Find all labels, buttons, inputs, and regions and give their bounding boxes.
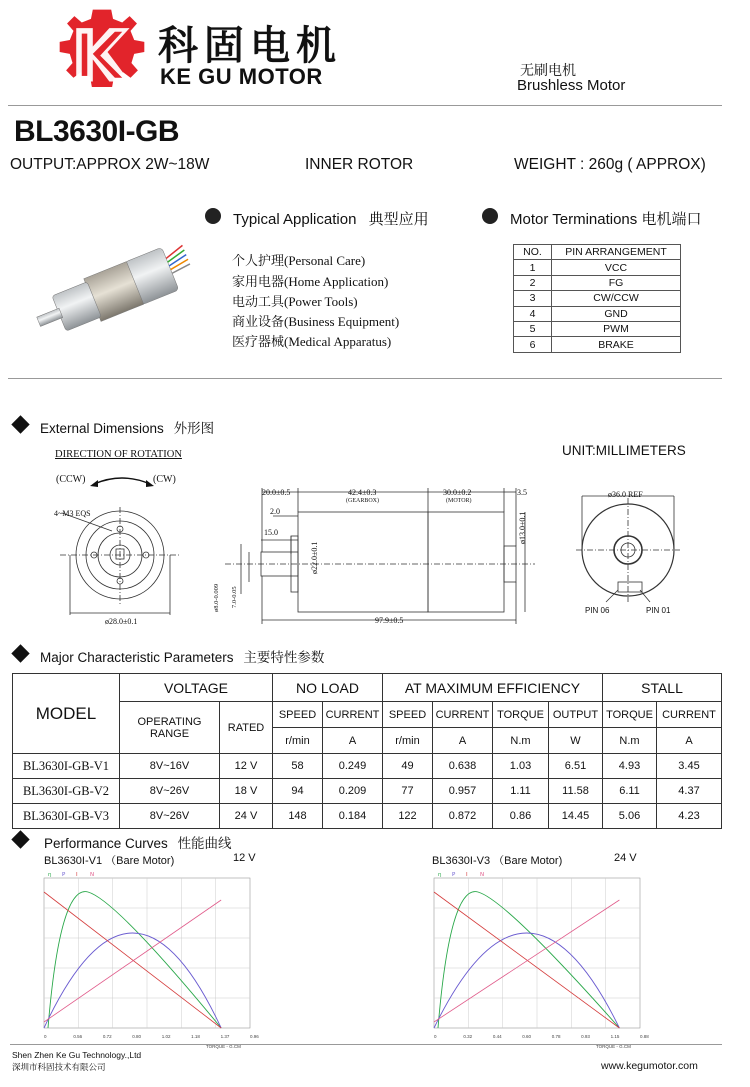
cell: 94 — [273, 779, 323, 804]
x-tick-label: 0.32 — [463, 1034, 473, 1039]
unit-cell: N.m — [603, 728, 657, 754]
unit-cell: A — [433, 728, 493, 754]
motor-photo — [28, 235, 198, 350]
pin-no: 5 — [514, 321, 552, 336]
x-tick-label: 1.15 — [610, 1034, 620, 1039]
company-name-cn: 深圳市科固技术有限公司 — [12, 1062, 106, 1072]
model-header: MODEL — [13, 674, 120, 754]
cell: 1.11 — [493, 779, 549, 804]
cell: 8V~26V — [120, 804, 220, 829]
spec-weight: WEIGHT : 260g ( APPROX) — [514, 156, 706, 173]
range-label: RANGE — [149, 727, 190, 740]
table-row — [13, 754, 722, 779]
dim-sublabel: (MOTOR) — [446, 498, 472, 504]
x-tick-label: 1.37 — [220, 1034, 230, 1039]
sub-header: TORQUE — [493, 702, 549, 728]
pin-row — [514, 337, 681, 352]
max-efficiency-header: AT MAXIMUM EFFICIENCY — [383, 674, 603, 702]
pin06-label: PIN 06 — [585, 606, 610, 615]
body-dia-label: ø13.0±0.1 — [518, 511, 527, 544]
cell: 0.249 — [323, 754, 383, 779]
shaft-flat-label: 7.0-0.05 — [231, 586, 238, 608]
left-curve-title: BL3630I-V1 （Bare Motor) — [44, 855, 175, 867]
cell: 77 — [383, 779, 433, 804]
cell: 0.872 — [433, 804, 493, 829]
x-tick-label: 0.78 — [551, 1034, 561, 1039]
x-tick-label: 1.02 — [161, 1034, 171, 1039]
pin-table-header — [514, 245, 681, 260]
front-view-drawing — [50, 505, 190, 630]
pin-no: 1 — [514, 260, 552, 275]
rotation-arrow-icon — [90, 470, 154, 490]
model-name: BL3630I-GB-V1 — [13, 754, 120, 779]
rear-view-drawing — [568, 490, 688, 620]
terminations-bullet-icon — [482, 208, 498, 224]
sub-header: CURRENT — [433, 702, 493, 728]
pin-function: CW/CCW — [552, 291, 681, 306]
spec-rotor: INNER ROTOR — [305, 156, 414, 173]
dimensions-diamond-icon — [11, 415, 29, 433]
cell: 18 V — [220, 779, 273, 804]
unit-cell: r/min — [383, 728, 433, 754]
legend-label: I — [76, 872, 78, 878]
stall-header: STALL — [603, 674, 722, 702]
dimensions-title-en: External Dimensions — [40, 421, 164, 436]
front-diameter-label: ø28.0±0.1 — [105, 617, 138, 626]
unit-label: UNIT:MILLIMETERS — [562, 443, 686, 458]
x-axis-label: TORQUE - G.CM — [596, 1044, 631, 1049]
pin-row — [514, 291, 681, 306]
dim-label: 42.4±0.3 — [348, 488, 377, 497]
pin-function: BRAKE — [552, 337, 681, 352]
product-type-en: Brushless Motor — [517, 77, 626, 94]
rotation-direction-label: DIRECTION OF ROTATION — [55, 449, 182, 460]
cell: 0.638 — [433, 754, 493, 779]
shaft-dia-label: ø22.0±0.1 — [310, 541, 319, 574]
pin-no: 2 — [514, 275, 552, 290]
legend-label: P — [452, 872, 456, 878]
left-performance-chart — [20, 868, 270, 1049]
pin-row — [514, 260, 681, 275]
unit-cell: W — [549, 728, 603, 754]
operating-label: OPERATING — [137, 715, 202, 728]
x-tick-label: 0.44 — [492, 1034, 502, 1039]
brand-name-en: KE GU MOTOR — [160, 64, 323, 89]
pin-function: VCC — [552, 260, 681, 275]
legend-label: N — [90, 872, 95, 878]
cell: 3.45 — [657, 754, 722, 779]
model-name: BL3630I-GB-V3 — [13, 804, 120, 829]
x-tick-label: 0.56 — [73, 1034, 83, 1039]
shaft-size-label: ø8.0-0.009 — [213, 583, 220, 612]
pin-row — [514, 275, 681, 290]
dim-label: 30.0±0.2 — [443, 488, 472, 497]
rated-header: RATED — [220, 702, 273, 754]
cell: 0.184 — [323, 804, 383, 829]
unit-cell: A — [323, 728, 383, 754]
legend-label: N — [480, 872, 485, 878]
parameters-title — [40, 646, 324, 666]
cell: 148 — [273, 804, 323, 829]
pin-row — [514, 321, 681, 336]
sub-header: SPEED — [383, 702, 433, 728]
application-item: 电动工具(Power Tools) — [232, 294, 358, 309]
pin-function: PWM — [552, 321, 681, 336]
sub-header: SPEED — [273, 702, 323, 728]
curves-title — [44, 832, 232, 852]
cell: 8V~16V — [120, 754, 220, 779]
pin-header-no: NO. — [514, 245, 552, 260]
cell: 1.03 — [493, 754, 549, 779]
dim-label: 20.0±0.5 — [262, 488, 291, 497]
screws-label: 4~M3 EQS — [54, 509, 91, 518]
cell: 49 — [383, 754, 433, 779]
right-curve-title: BL3630I-V3 （Bare Motor) — [432, 855, 563, 867]
dim-label: 15.0 — [264, 528, 278, 537]
sub-header: TORQUE — [603, 702, 657, 728]
model-name: BL3630I-GB-V2 — [13, 779, 120, 804]
legend-label: P — [62, 872, 66, 878]
x-axis-label: TORQUE - G.CM — [206, 1044, 241, 1049]
x-tick-label: 0.80 — [132, 1034, 142, 1039]
section-divider — [8, 378, 722, 379]
total-length-label: 97.9±0.5 — [375, 616, 404, 625]
legend-label: η — [438, 872, 442, 878]
cell: 8V~26V — [120, 779, 220, 804]
pin-function: FG — [552, 275, 681, 290]
product-type-cn: 无刷电机 — [520, 62, 576, 78]
rear-diameter-label: ø36.0 REF — [608, 490, 643, 499]
unit-cell: r/min — [273, 728, 323, 754]
x-tick-label: 0.60 — [522, 1034, 532, 1039]
footer-divider — [10, 1044, 722, 1045]
dim-label: 2.0 — [270, 507, 280, 516]
legend-label: I — [466, 872, 468, 878]
cell: 0.86 — [493, 804, 549, 829]
curves-diamond-icon — [11, 830, 29, 848]
application-title-en: Typical Application — [233, 211, 357, 228]
pin-function: GND — [552, 306, 681, 321]
parameters-title-en: Major Characteristic Parameters — [40, 650, 234, 665]
x-tick-label: 0.72 — [102, 1034, 112, 1039]
x-tick-label: 0 — [44, 1034, 47, 1039]
cell: 4.37 — [657, 779, 722, 804]
pin-row — [514, 306, 681, 321]
ccw-label: (CCW) — [56, 474, 86, 485]
pin-no: 3 — [514, 291, 552, 306]
cell: 4.93 — [603, 754, 657, 779]
left-curve-voltage: 12 V — [233, 852, 256, 864]
no-load-header: NO LOAD — [273, 674, 383, 702]
cell: 5.06 — [603, 804, 657, 829]
cell: 12 V — [220, 754, 273, 779]
model-title: BL3630I-GB — [14, 115, 180, 148]
application-item: 商业设备(Business Equipment) — [232, 314, 400, 329]
cell: 4.23 — [657, 804, 722, 829]
dim-label: 3.5 — [517, 488, 527, 497]
x-tick-label: 0.93 — [581, 1034, 590, 1039]
application-title-cn: 典型应用 — [368, 211, 429, 228]
unit-cell: A — [657, 728, 722, 754]
cell: 58 — [273, 754, 323, 779]
operating-range-header — [120, 702, 220, 754]
dimensions-title-cn: 外形图 — [173, 421, 215, 436]
table-row — [13, 779, 722, 804]
table-row — [13, 804, 722, 829]
cell: 6.11 — [603, 779, 657, 804]
x-tick-label: 1.18 — [191, 1034, 200, 1039]
brand-logo — [56, 6, 148, 98]
parameters-title-cn: 主要特性参数 — [243, 650, 325, 665]
parameters-diamond-icon — [11, 644, 29, 662]
dim-sublabel: (GEARBOX) — [346, 498, 379, 504]
company-name-en: Shen Zhen Ke Gu Technology.,Ltd — [12, 1050, 142, 1060]
sub-header: CURRENT — [323, 702, 383, 728]
pin-header-arrangement: PIN ARRANGEMENT — [552, 245, 681, 260]
pin01-label: PIN 01 — [646, 606, 671, 615]
cell: 24 V — [220, 804, 273, 829]
terminations-title-cn: 电机端口 — [641, 211, 702, 228]
application-item: 家用电器(Home Application) — [232, 274, 389, 289]
voltage-header: VOLTAGE — [120, 674, 273, 702]
terminations-title-en: Motor Terminations — [510, 211, 638, 228]
cell: 0.209 — [323, 779, 383, 804]
pin-no: 6 — [514, 337, 552, 352]
pin-table — [513, 244, 681, 353]
application-item: 个人护理(Personal Care) — [232, 253, 366, 268]
right-performance-chart — [410, 868, 660, 1049]
cell: 6.51 — [549, 754, 603, 779]
x-tick-label: 0.96 — [250, 1034, 259, 1039]
right-curve-voltage: 24 V — [614, 852, 637, 864]
cell: 14.45 — [549, 804, 603, 829]
unit-cell: N.m — [493, 728, 549, 754]
curves-title-cn: 性能曲线 — [177, 836, 232, 851]
curves-title-en: Performance Curves — [44, 836, 168, 851]
sub-header: OUTPUT — [549, 702, 603, 728]
x-tick-label: 0.88 — [640, 1034, 649, 1039]
brand-name-cn: 科固电机 — [158, 23, 342, 69]
legend-label: η — [48, 872, 52, 878]
cell: 122 — [383, 804, 433, 829]
header-divider — [8, 105, 722, 106]
sub-header: CURRENT — [657, 702, 722, 728]
website-link[interactable]: www.kegumotor.com — [601, 1060, 698, 1072]
x-tick-label: 0 — [434, 1034, 437, 1039]
side-view-drawing — [205, 482, 545, 632]
application-bullet-icon — [205, 208, 221, 224]
cell: 11.58 — [549, 779, 603, 804]
pin-no: 4 — [514, 306, 552, 321]
cell: 0.957 — [433, 779, 493, 804]
application-title — [233, 208, 429, 229]
spec-output: OUTPUT:APPROX 2W~18W — [10, 156, 210, 173]
cw-label: (CW) — [153, 474, 176, 485]
parameters-table — [12, 673, 722, 829]
application-item: 医疗器械(Medical Apparatus) — [232, 334, 392, 349]
dimensions-title — [40, 417, 214, 437]
terminations-title — [510, 208, 701, 229]
